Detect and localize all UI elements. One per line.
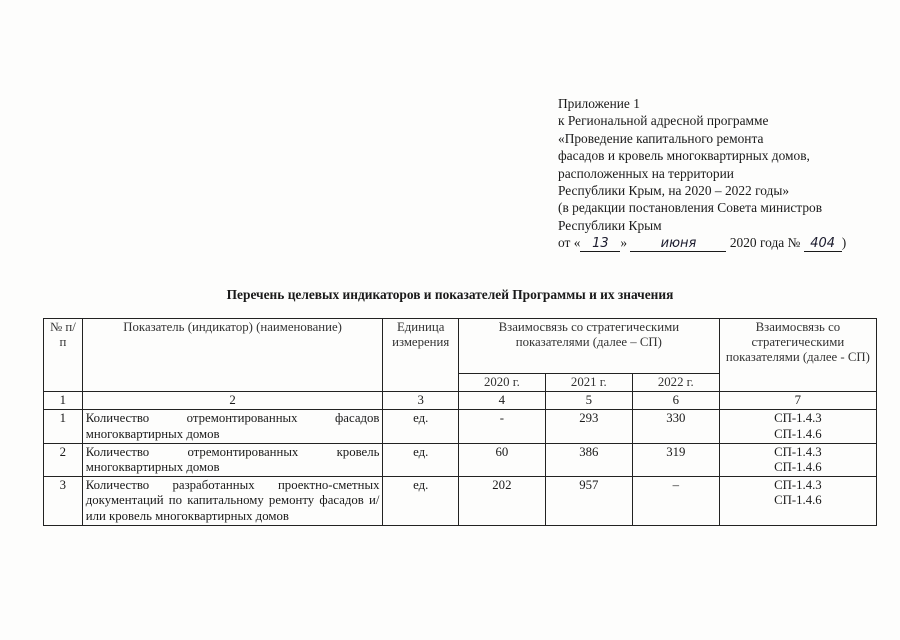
appendix-line: к Региональной адресной программе — [558, 113, 769, 129]
sp-code: СП-1.4.6 — [774, 493, 822, 508]
column-number: 7 — [719, 392, 876, 410]
row-indicator: Количество отремонтированных фасадов многоквартирных домов — [82, 410, 383, 443]
row-value-2022: – — [632, 477, 719, 526]
header-relation: Взаимосвязь со стратегическими показателями (далее - СП) — [719, 319, 876, 392]
column-number: 6 — [632, 392, 719, 410]
column-number: 3 — [383, 392, 458, 410]
date-prefix: от « — [558, 235, 581, 251]
row-value-2020: - — [458, 410, 545, 443]
appendix-line: (в редакции постановления Совета министров — [558, 200, 823, 216]
row-value-2021: 293 — [545, 410, 632, 443]
number-suffix: ) — [841, 235, 847, 251]
table-header-row — [44, 319, 877, 374]
row-unit: ед. — [383, 477, 458, 526]
sp-code: СП-1.4.3 — [774, 411, 822, 426]
row-value-2021: 957 — [545, 477, 632, 526]
row-sp — [719, 410, 876, 443]
row-indicator: Количество разработанных проектно-сметных документаций по капитальному ремонту фасадов и/или кровель многоквартирных домов — [82, 477, 383, 526]
row-value-2022: 319 — [632, 443, 719, 476]
header-indicator: Показатель (индикатор) (наименование) — [82, 319, 383, 392]
header-year-2022: 2022 г. — [632, 374, 719, 392]
table-row — [44, 443, 877, 476]
row-value-2020: 202 — [458, 477, 545, 526]
row-no: 3 — [44, 477, 83, 526]
row-unit: ед. — [383, 443, 458, 476]
sp-code: СП-1.4.6 — [774, 460, 822, 475]
day-suffix: » — [620, 235, 628, 251]
row-unit: ед. — [383, 410, 458, 443]
appendix-line: фасадов и кровель многоквартирных домов, — [558, 148, 810, 164]
row-no: 1 — [44, 410, 83, 443]
year-text: 2020 года № — [729, 235, 801, 251]
indicators-table — [43, 318, 877, 526]
appendix-line: Республики Крым — [558, 217, 662, 233]
header-group: Взаимосвязь со стратегическими показателями (далее – СП) — [458, 319, 719, 374]
column-number: 5 — [545, 392, 632, 410]
sp-code: СП-1.4.3 — [774, 478, 822, 493]
column-number: 2 — [82, 392, 383, 410]
row-indicator: Количество отремонтированных кровель многоквартирных домов — [82, 443, 383, 476]
row-value-2020: 60 — [458, 443, 545, 476]
row-no: 2 — [44, 443, 83, 476]
appendix-header — [558, 95, 878, 252]
column-number: 4 — [458, 392, 545, 410]
row-value-2021: 386 — [545, 443, 632, 476]
row-sp — [719, 443, 876, 476]
header-year-2020: 2020 г. — [458, 374, 545, 392]
column-number-row — [44, 392, 877, 410]
header-unit: Единица измерения — [383, 319, 458, 392]
table-row — [44, 410, 877, 443]
handwritten-day: 13 — [580, 237, 620, 252]
column-number: 1 — [44, 392, 83, 410]
row-sp — [719, 477, 876, 526]
page-title: Перечень целевых индикаторов и показателей Программы и их значения — [226, 287, 674, 302]
handwritten-number: 404 — [804, 237, 842, 252]
handwritten-month: июня — [630, 237, 726, 252]
table-row — [44, 477, 877, 526]
appendix-line: расположенных на территории — [558, 165, 734, 181]
sp-code: СП-1.4.6 — [774, 426, 822, 441]
header-year-2021: 2021 г. — [545, 374, 632, 392]
header-no: № п/п — [44, 319, 83, 392]
appendix-line: Республики Крым, на 2020 – 2022 годы» — [558, 183, 790, 199]
sp-code: СП-1.4.3 — [774, 444, 822, 459]
appendix-line: Приложение 1 — [558, 96, 640, 111]
resolution-date-line — [558, 234, 878, 252]
appendix-line: «Проведение капитального ремонта — [558, 130, 764, 146]
row-value-2022: 330 — [632, 410, 719, 443]
